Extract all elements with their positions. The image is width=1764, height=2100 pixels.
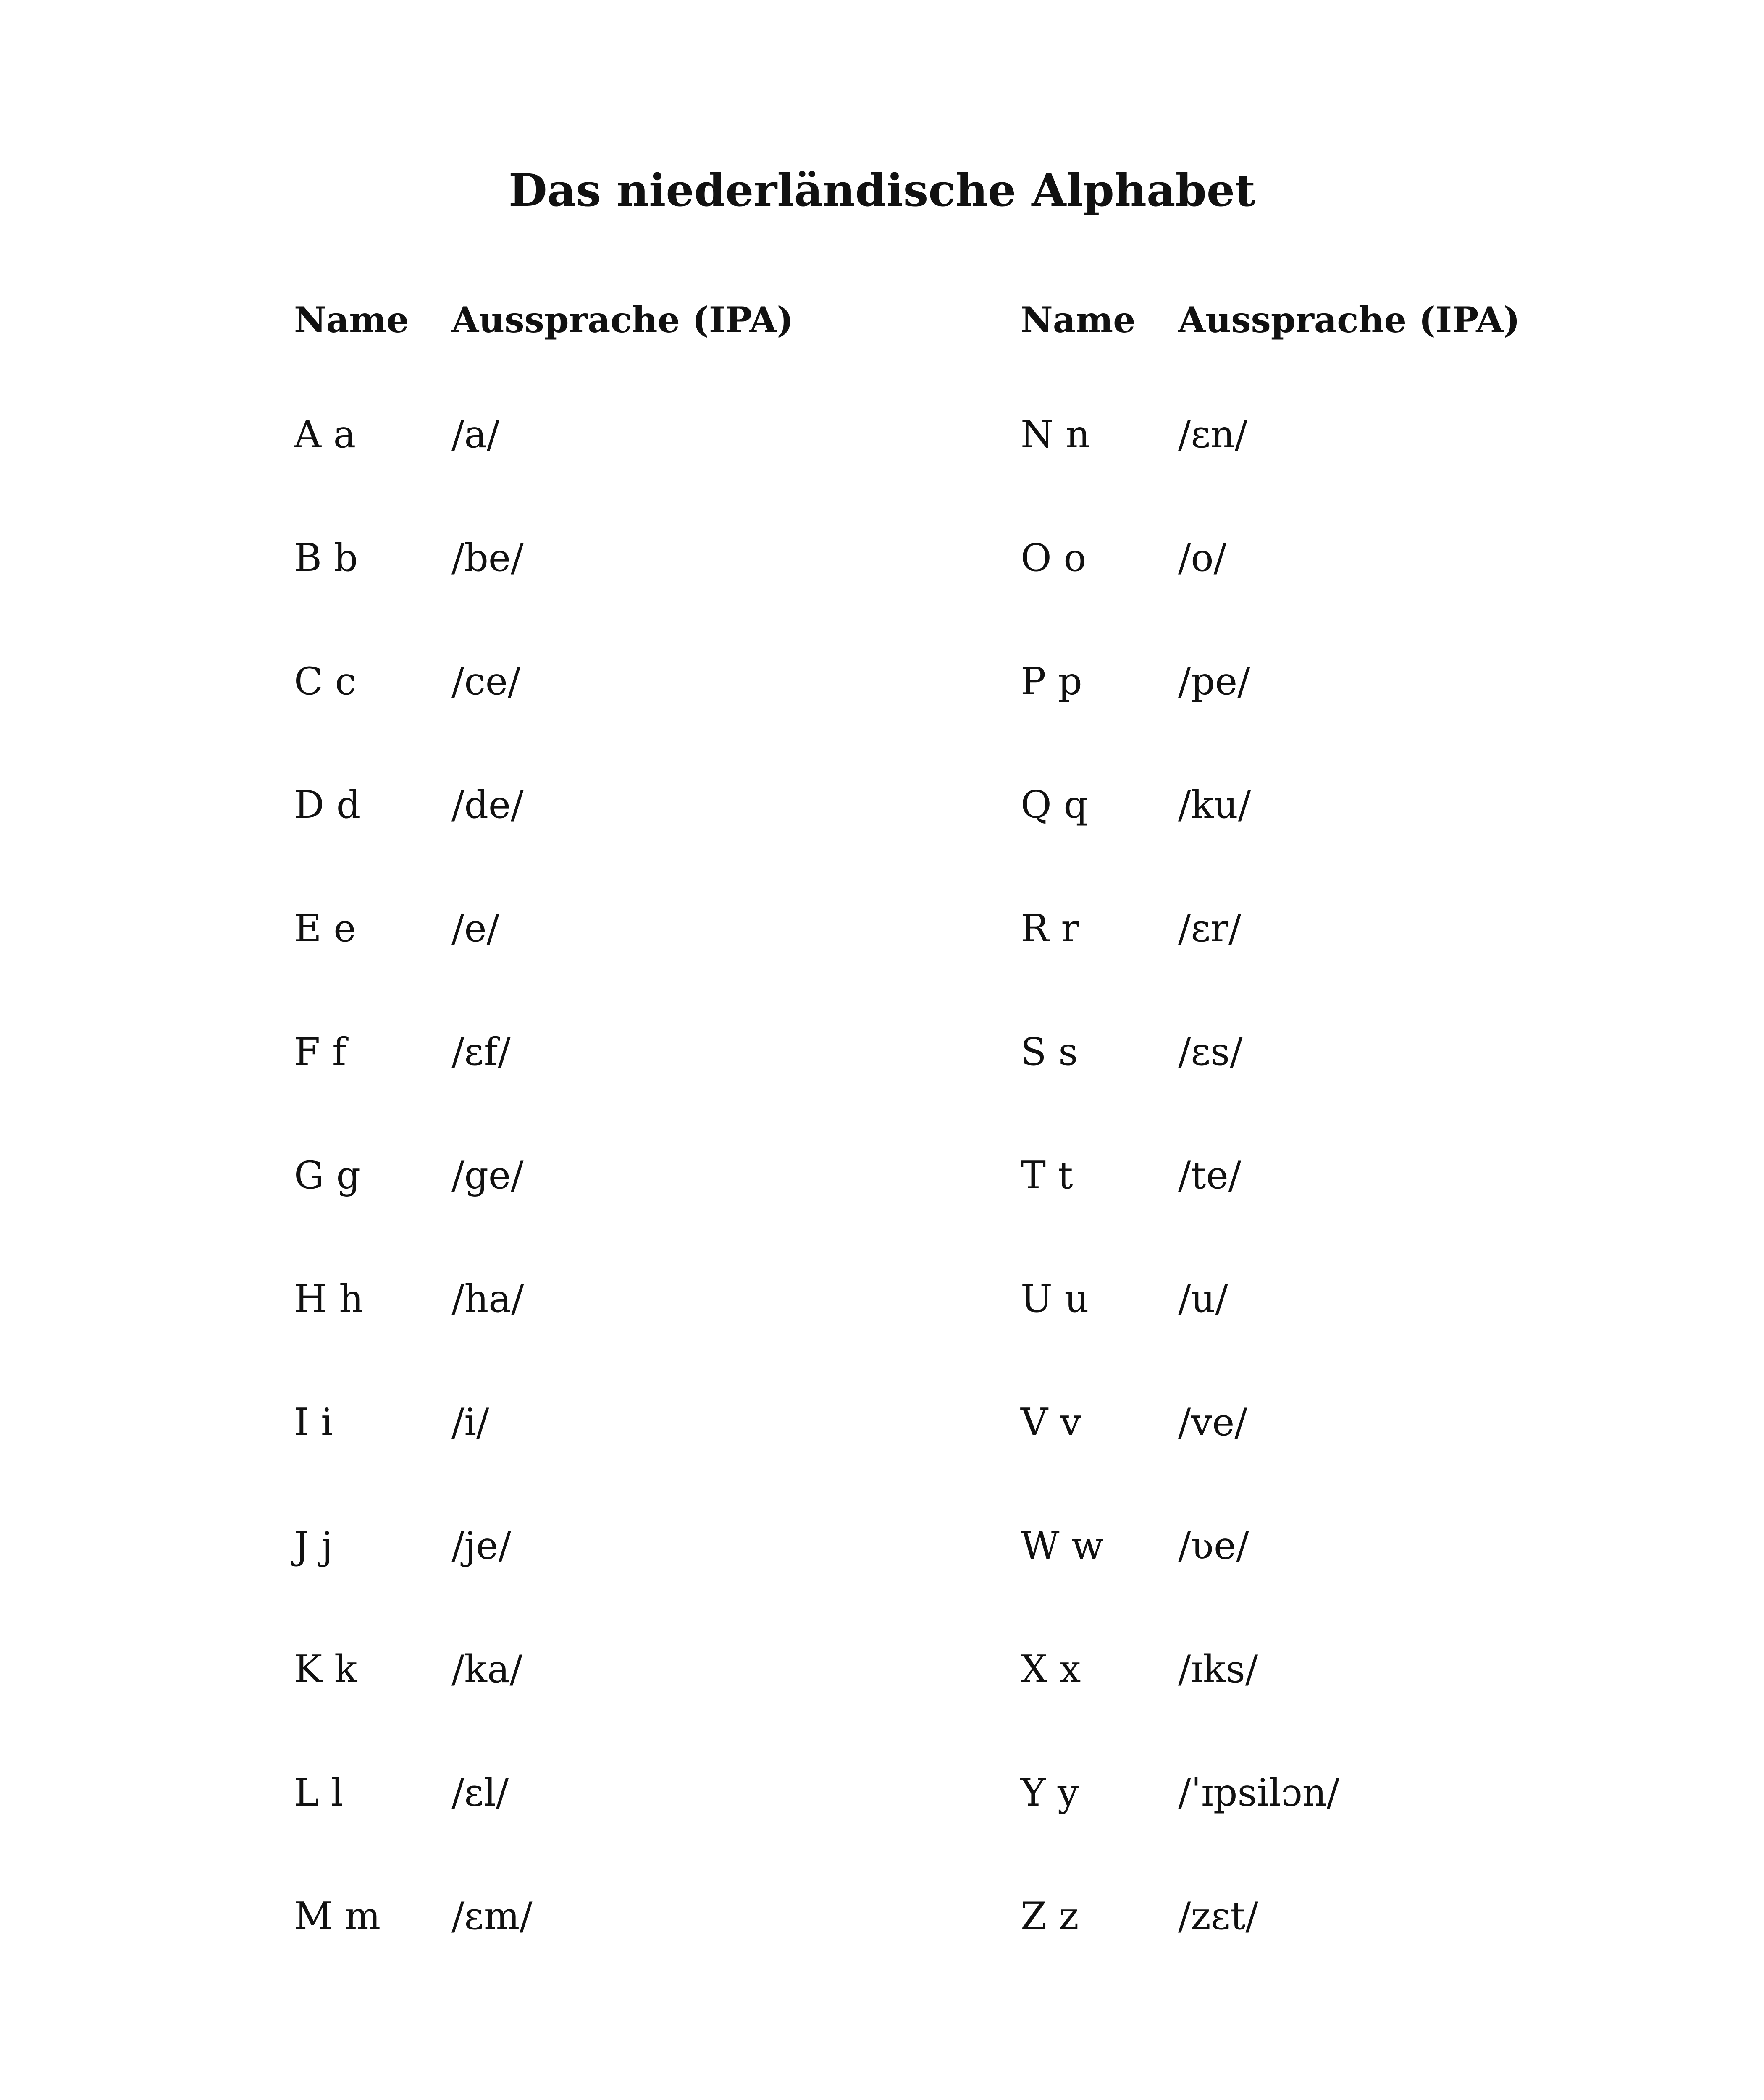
alphabet-row: [1021, 536, 1735, 581]
letter-name: K k: [294, 1647, 357, 1691]
alphabet-row: [1021, 412, 1735, 458]
alphabet-row: [294, 659, 1008, 705]
alphabet-column-right: [1021, 0, 1735, 2100]
letter-name: X x: [1021, 1647, 1081, 1691]
letter-name: T t: [1021, 1153, 1073, 1197]
letter-name: J j: [294, 1524, 333, 1568]
ipa-pronunciation: /ɛs/: [1178, 1030, 1243, 1074]
alphabet-row: [1021, 783, 1735, 828]
letter-name: R r: [1021, 906, 1079, 950]
ipa-pronunciation: /ve/: [1178, 1400, 1247, 1444]
ipa-pronunciation: /te/: [1178, 1153, 1242, 1197]
alphabet-row: [294, 1894, 1008, 1940]
ipa-pronunciation: /ʋe/: [1178, 1524, 1249, 1568]
ipa-pronunciation: /zɛt/: [1178, 1894, 1258, 1938]
alphabet-row: [294, 1153, 1008, 1199]
alphabet-column-left: [294, 0, 1008, 2100]
alphabet-row: [1021, 1894, 1735, 1940]
alphabet-row: [294, 1647, 1008, 1693]
alphabet-row: [1021, 1153, 1735, 1199]
ipa-pronunciation: /pe/: [1178, 659, 1250, 704]
alphabet-row: [294, 1400, 1008, 1446]
letter-name: U u: [1021, 1277, 1089, 1321]
alphabet-row: [294, 783, 1008, 828]
ipa-pronunciation: /ka/: [452, 1647, 522, 1691]
alphabet-row: [1021, 1647, 1735, 1693]
column-header-name: Name: [294, 299, 409, 341]
ipa-pronunciation: /je/: [452, 1524, 511, 1568]
letter-name: D d: [294, 783, 361, 827]
alphabet-row: [294, 1030, 1008, 1075]
letter-name: O o: [1021, 536, 1087, 580]
letter-name: I i: [294, 1400, 333, 1444]
ipa-pronunciation: /ɛm/: [452, 1894, 533, 1938]
alphabet-row: [294, 536, 1008, 581]
column-header-name: Name: [1021, 299, 1136, 341]
alphabet-row: [294, 1277, 1008, 1322]
ipa-pronunciation: /ku/: [1178, 783, 1251, 827]
ipa-pronunciation: /ɛr/: [1178, 906, 1242, 950]
alphabet-row: [1021, 1030, 1735, 1075]
ipa-pronunciation: /a/: [452, 412, 500, 457]
alphabet-row: [1021, 1400, 1735, 1446]
ipa-pronunciation: /ˈɪpsilɔn/: [1178, 1771, 1339, 1815]
ipa-pronunciation: /ɛf/: [452, 1030, 511, 1074]
alphabet-row: [294, 412, 1008, 458]
ipa-pronunciation: /de/: [452, 783, 524, 827]
alphabet-row: [294, 1524, 1008, 1569]
ipa-pronunciation: /ge/: [452, 1153, 524, 1197]
letter-name: W w: [1021, 1524, 1104, 1568]
letter-name: Z z: [1021, 1894, 1079, 1938]
page-title: Das niederländische Alphabet: [508, 164, 1256, 216]
letter-name: P p: [1021, 659, 1082, 704]
ipa-pronunciation: /ce/: [452, 659, 521, 704]
alphabet-row: [1021, 659, 1735, 705]
letter-name: Q q: [1021, 783, 1088, 827]
ipa-pronunciation: /ɛl/: [452, 1771, 509, 1815]
letter-name: F f: [294, 1030, 346, 1074]
ipa-pronunciation: /ɛn/: [1178, 412, 1248, 457]
letter-name: S s: [1021, 1030, 1078, 1074]
letter-name: G g: [294, 1153, 361, 1197]
letter-name: M m: [294, 1894, 381, 1938]
ipa-pronunciation: /e/: [452, 906, 499, 950]
letter-name: L l: [294, 1771, 344, 1815]
column-header-pronunciation: Aussprache (IPA): [1178, 299, 1520, 341]
letter-name: E e: [294, 906, 356, 950]
ipa-pronunciation: /ha/: [452, 1277, 524, 1321]
ipa-pronunciation: /be/: [452, 536, 524, 580]
ipa-pronunciation: /o/: [1178, 536, 1226, 580]
letter-name: A a: [294, 412, 356, 457]
alphabet-row: [294, 1771, 1008, 1816]
letter-name: N n: [1021, 412, 1090, 457]
letter-name: B b: [294, 536, 358, 580]
ipa-pronunciation: /ɪks/: [1178, 1647, 1258, 1691]
letter-name: C c: [294, 659, 356, 704]
alphabet-row: [294, 906, 1008, 952]
ipa-pronunciation: /u/: [1178, 1277, 1228, 1321]
column-header-pronunciation: Aussprache (IPA): [452, 299, 794, 341]
letter-name: V v: [1021, 1400, 1082, 1444]
ipa-pronunciation: /i/: [452, 1400, 489, 1444]
alphabet-row: [1021, 1277, 1735, 1322]
alphabet-row: [1021, 906, 1735, 952]
letter-name: H h: [294, 1277, 364, 1321]
alphabet-row: [1021, 1524, 1735, 1569]
alphabet-row: [1021, 1771, 1735, 1816]
letter-name: Y y: [1021, 1771, 1079, 1815]
